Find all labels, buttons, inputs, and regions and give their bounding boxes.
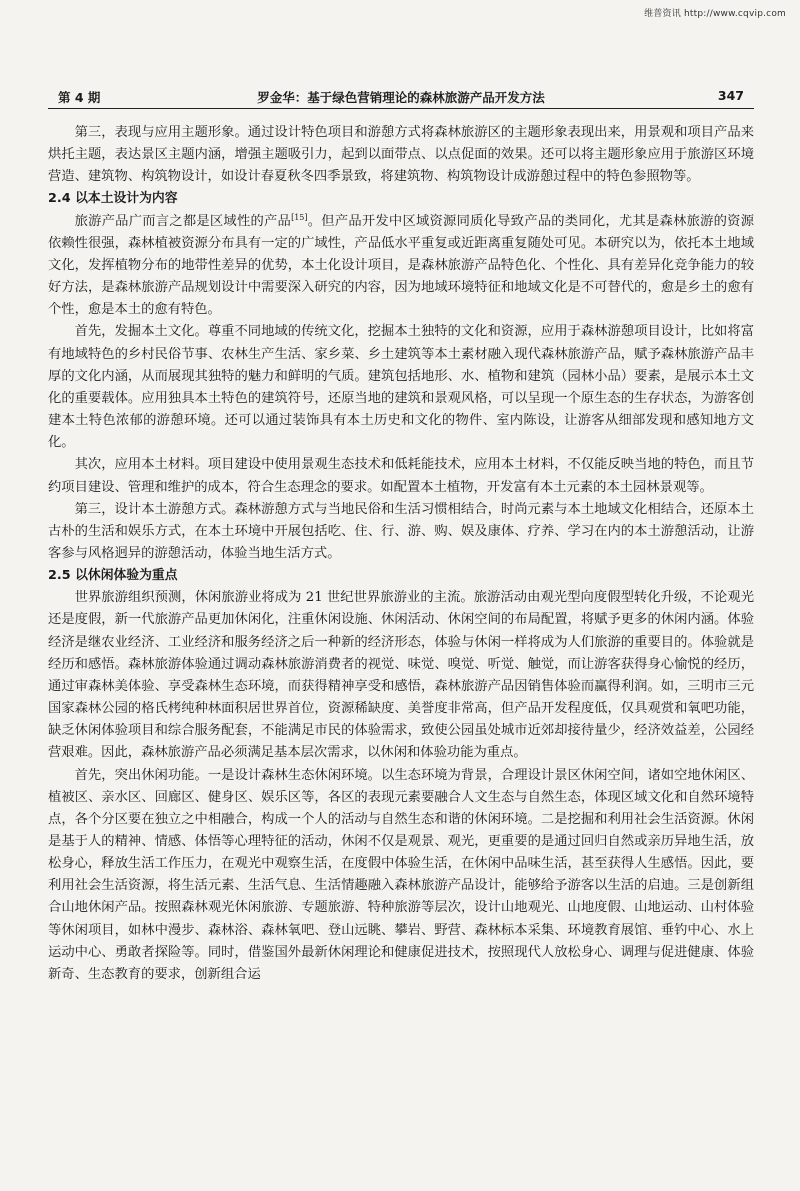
paragraph-local-recreation: 第三，设计本土游憩方式。森林游憩方式与当地民俗和生活习惯相结合，时尚元素与本土地域文化相结合，还原本土古朴的生活和娱乐方式，在本土环境中开展包括吃、住、行、游、购、娱及康体、疗养、学习在内的本土游憩活动，让游客参与风格迥异的游憩活动，体验当地生活方式。 — [48, 501, 754, 561]
paragraph-text: 。但产品开发中区域资源同质化导致产品的类同化，尤其是森林旅游的资源依赖性很强，森林植被资源分布具有一定的广域性，产品低水平重复或近距离重复随处可见。本研究以为，依托本土地域文化，发挥植物分布的地带性差异的优势，本土化设计项目，是森林旅游产品特色化、个性化、具有差异化竞争能力的较好方法，是森林旅游产品规划设计中需要深入研究的内容，因为地域环境特征和地域文化是不可替代的，愈是乡土的愈有个性，愈是本土的愈有特色。 — [48, 213, 754, 318]
paragraph-regional-products — [48, 211, 754, 322]
paragraph-leisure-function: 首先，突出休闲功能。一是设计森林生态休闲环境。以生态环境为背景，合理设计景区休闲空间，诸如空地休闲区、植被区、亲水区、回廊区、健身区、娱乐区等，各区的表现元素要融合人文生态与自然生态，体现区域文化和自然环境特点，各个分区要在独立之中相融合，构成一个人的活动与自然生态和谐的休闲环境。二是挖掘和利用社会生活资源。休闲是基于人的精神、情感、体悟等心理特征的活动，休闲不仅是观景、观光，更重要的是通过回归自然或亲历异地生活，放松身心，释放生活工作压力，在观光中观察生活，在度假中体验生活，在休闲中品味生活，甚至获得人生感悟。因此，要利用社会生活资源，将生活元素、生活气息、生活情趣融入森林旅游产品设计，能够给予游客以生活的启迪。三是创新组合山地休闲产品。按照森林观光休闲旅游、专题旅游、特种旅游等层次，设计山地观光、山地度假、山地运动、山村体验等休闲项目，如林中漫步、森林浴、森林氧吧、登山远眺、攀岩、野营、森林标本采集、环境教育展馆、垂钓中心、水上运动中心、勇敢者探险等。同时，借鉴国外最新休闲理论和健康促进技术，按照现代人放松身心、调理与促进健康、体验新奇、生态教育的要求，创新组合运 — [48, 767, 754, 982]
watermark: 维普资讯 http://www.cqvip.com — [644, 9, 786, 19]
paragraph-theme-image: 第三，表现与应用主题形象。通过设计特色项目和游憩方式将森林旅游区的主题形象表现出来，用景观和项目产品来烘托主题，表达景区主题内涵，增强主题吸引力，起到以面带点、以点促面的效果。还可以将主题形象应用于旅游区环境营造、建筑物、构筑物设计，如设计春夏秋冬四季景致，将建筑物、构筑物设计成游憩过程中的特色参照物等。 — [48, 125, 754, 185]
article-body — [48, 122, 754, 986]
section-heading-2-5: 2.5 以休闲体验为重点 — [48, 568, 178, 584]
header-article-title: 罗金华：基于绿色营销理论的森林旅游产品开发方法 — [257, 90, 545, 105]
paragraph-local-culture: 首先，发掘本土文化。尊重不同地域的传统文化，挖掘本土独特的文化和资源，应用于森林游憩项目设计，比如将富有地域特色的乡村民俗节事、农林生产生活、家乡菜、乡土建筑等本土素材融入现代森林旅游产品，赋予森林旅游产品丰厚的文化内涵，从而展现其独特的魅力和鲜明的气质。建筑包括地形、水、植物和建筑（园林小品）要素，是展示本土文化的重要载体。应用独具本土特色的建筑符号，还原当地的建筑和景观风格，可以呈现一个原生态的生存状态，为游客创建本土特色浓郁的游憩环境。还可以通过装饰具有本土历史和文化的物件、室内陈设，让游客从细部发现和感知地方文化。 — [48, 324, 754, 451]
header-page-number: 347 — [717, 88, 744, 103]
paragraph-leisure-experience: 世界旅游组织预测，休闲旅游业将成为 21 世纪世界旅游业的主流。旅游活动由观光型向度假型转化升级，不论观光还是度假，新一代旅游产品更加休闲化，注重休闲设施、休闲活动、休闲空间的布局配置，将赋予更多的休闲内涵。体验经济是继农业经济、工业经济和服务经济之后一种新的经济形态，体验与休闲一样将成为人们旅游的重要目的。体验就是经历和感悟。森林旅游体验通过调动森林旅游消费者的视觉、味觉、嗅觉、听觉、触觉，而让游客获得身心愉悦的经历，通过审森林美体验、享受森林生态环境，而获得精神享受和感悟，森林旅游产品因销售体验而赢得利润。如，三明市三元国家森林公园的格氏栲纯种林面积居世界首位，资源稀缺度、美誉度非常高，但产品开发程度低，仅具观赏和氧吧功能，缺乏休闲体验项目和综合服务配套，不能满足市民的体验需求，致使公园虽处城市近郊却接待量少，经济效益差，公园经营艰难。因此，森林旅游产品必须满足基本层次需求，以休闲和体验功能为重点。 — [48, 590, 754, 761]
running-header — [48, 88, 754, 109]
citation-15: [15] — [291, 212, 308, 222]
header-issue: 第 4 期 — [58, 90, 101, 105]
section-heading-2-4: 2.4 以本土设计为内容 — [48, 191, 178, 207]
paragraph-text: 旅游产品广而言之都是区域性的产品 — [74, 213, 292, 229]
paragraph-local-materials: 其次，应用本土材料。项目建设中使用景观生态技术和低耗能技术，应用本土材料，不仅能反映当地的特色，而且节约项目建设、管理和维护的成本，符合生态理念的要求。如配置本土植物，开发富有本土元素的本土园林景观等。 — [48, 457, 754, 495]
